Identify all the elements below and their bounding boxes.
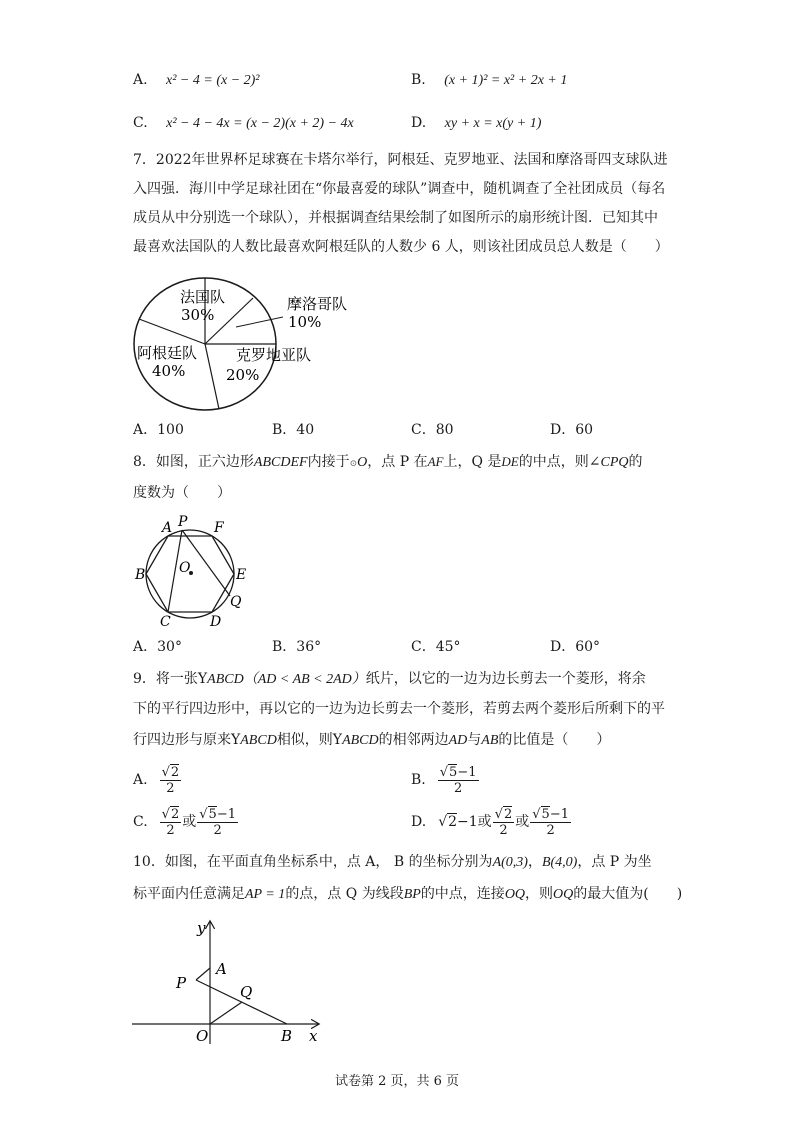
q9-a-fraction: $\frac{√2}{2}$ <box>161 764 180 796</box>
q8-arc-de: DE <box>501 454 519 469</box>
q7-line-1: 7．2022年世界杯足球赛在卡塔尔举行，阿根廷、克罗地亚、法国和摩洛哥四支球队进 <box>133 152 668 168</box>
q9-b-radicand: 5 <box>449 764 458 780</box>
q10-coord-a: A(0,3) <box>492 855 528 870</box>
q8-suffix: 的 <box>628 454 643 470</box>
q7-option-d-label: D． <box>550 422 576 438</box>
q8-stem-line-1: 8．如图，正六边形ABCDEF内接于⊙O，点 P 在AF上，Q 是DE的中点，则∠CPQ的 <box>133 454 643 470</box>
pie-pct-argentina: 40% <box>152 362 186 380</box>
q9-line1-b: 纸片，以它的一边为边长剪去一个菱形，将余 <box>365 671 646 687</box>
label-q: Q <box>240 983 253 1001</box>
label-q: Q <box>230 594 242 610</box>
q8-midpoint: 的中点，则∠ <box>518 454 601 470</box>
q8-circle: O <box>357 455 368 470</box>
q9-line3-b: 相似，则Y <box>276 732 343 748</box>
q9-d-or-2: 或 <box>515 814 530 830</box>
q10-line2-c: 的中点，连接 <box>420 886 505 902</box>
q6-option-a <box>133 70 260 91</box>
q7-option-b-value: 40 <box>296 422 315 438</box>
label-p: P <box>178 514 188 530</box>
segment-oq <box>210 1002 242 1024</box>
q7-option-d-value: 60 <box>575 422 594 438</box>
q6-option-c-label: C. <box>133 115 148 131</box>
q7-option-a <box>133 420 184 440</box>
q9-option-d-label: D. <box>411 814 427 830</box>
pie-pct-croatia: 20% <box>226 366 260 384</box>
q10-stem-line-2 <box>133 884 682 905</box>
q6-option-c-expr: x² − 4 − 4x = (x − 2)(x + 2) − 4x <box>166 116 354 131</box>
q9-line1-a: 9．将一张Y <box>133 671 208 687</box>
q8-point-p: ，点 P 在 <box>367 454 428 470</box>
q10-oq: OQ <box>504 887 526 902</box>
q9-b-denominator: 2 <box>453 780 463 796</box>
pie-divider-bottom <box>205 344 219 409</box>
q8-option-d <box>550 637 600 657</box>
q9-condition: （AD < AB < 2AD） <box>243 672 366 687</box>
page-footer: 试卷第 2 页，共 6 页 <box>334 1074 460 1089</box>
q9-c-radicand-2: 5 <box>208 806 217 822</box>
q6-option-d-expr: xy + x = x(y + 1) <box>444 116 542 131</box>
label-b: B <box>281 1027 293 1045</box>
q7-line-2: 入四强．海川中学足球社团在“你最喜爱的球队”调查中，随机调查了全社团成员（每名 <box>133 181 666 197</box>
q10-coord-b: B(4,0) <box>541 855 578 870</box>
q6-option-b-label: B. <box>411 72 426 88</box>
q8-inscribed: 内接于 <box>307 454 350 470</box>
q9-d-denominator-2: 2 <box>546 822 555 838</box>
q6-option-d-label: D. <box>411 115 427 131</box>
q9-d-minus-2: −1 <box>549 806 569 822</box>
q8-option-a-label: A． <box>133 639 158 655</box>
q9-stem-line-3 <box>133 730 610 751</box>
pie-pct-morocco: 10% <box>288 313 322 331</box>
pie-label-france: 法国队 <box>180 288 226 306</box>
q9-b-minus: −1 <box>457 764 477 780</box>
q9-d-minus: −1 <box>457 814 478 830</box>
q9-line3-a: 行四边形与原来Y <box>133 732 241 748</box>
q9-c-denominator-1: 2 <box>166 822 175 838</box>
q9-and: 与 <box>467 732 482 748</box>
q10-oq-2: OQ <box>553 887 574 902</box>
pie-leader-line <box>236 317 283 327</box>
q10-line1-b: ，点 P 为坐 <box>577 854 652 870</box>
q9-d-root-term: √2−1 <box>438 814 478 830</box>
q6-option-a-label: A. <box>133 72 148 88</box>
q9-c-denominator-2: 2 <box>213 822 222 838</box>
pie-pct-france: 30% <box>181 306 215 324</box>
q7-option-c-value: 80 <box>435 422 454 438</box>
q9-c-minus: −1 <box>216 806 236 822</box>
q7-stem <box>133 146 673 262</box>
q10-line2-a: 标平面内任意满足 <box>133 886 245 902</box>
q8-angle: CPQ <box>600 455 629 470</box>
q9-a-radicand: 2 <box>170 764 180 780</box>
q6-option-b <box>411 70 567 91</box>
q7-option-a-label: A． <box>133 422 158 438</box>
q9-c-fraction-1: $\frac{√2}{2}$ <box>161 806 180 838</box>
q9-d-denominator-1: 2 <box>499 822 508 838</box>
label-a: A <box>162 520 173 536</box>
q6-option-d <box>411 113 541 134</box>
q7-option-b-label: B． <box>272 422 297 438</box>
q8-prefix: 8．如图，正六边形 <box>133 454 254 470</box>
label-o: O <box>179 560 191 576</box>
q9-d-or-1: 或 <box>477 814 492 830</box>
q9-line3-c: 的相邻两边 <box>378 732 449 748</box>
q7-option-d <box>550 420 593 440</box>
q9-d-radicand-3: 5 <box>541 806 550 822</box>
q10-line2-d: ，则 <box>525 886 554 902</box>
q9-ab: AB <box>481 733 499 748</box>
q8-hexagon: ABCDEF <box>253 455 308 470</box>
q8-option-c-label: C． <box>411 639 436 655</box>
pie-label-morocco: 摩洛哥队 <box>287 295 348 313</box>
q9-option-b <box>411 761 480 799</box>
q8-option-a <box>133 637 182 657</box>
q9-d-radicand-2: 2 <box>503 806 513 822</box>
q9-abcd: ABCD <box>207 672 244 687</box>
q7-option-c <box>411 420 454 440</box>
q7-pie-chart <box>128 270 378 416</box>
q8-hexagon-figure <box>130 512 260 630</box>
label-d: D <box>210 614 222 630</box>
q7-line-3: 成员从中分别选一个球队），并根据调查结果绘制了如图所示的扇形统计图．已知其中 <box>133 210 658 226</box>
q9-d-radicand: 2 <box>448 814 458 830</box>
q6-option-a-expr: x² − 4 = (x − 2)² <box>166 73 260 88</box>
q6-option-c <box>133 113 354 134</box>
q8-option-b-label: B． <box>272 639 297 655</box>
q8-option-d-value: 60° <box>575 639 601 655</box>
q8-option-c-value: 45° <box>435 639 461 655</box>
q7-option-b <box>272 420 314 440</box>
q8-stem-line-2: 度数为（ ） <box>133 485 231 501</box>
q10-line2-b: 的点，点 Q 为线段 <box>285 886 404 902</box>
q10-comma: ， <box>527 854 542 870</box>
q10-line1-a: 10．如图，在平面直角坐标系中，点 A， B 的坐标分别为 <box>133 854 493 870</box>
q9-stem-line-1 <box>133 669 646 690</box>
q9-ad: AD <box>448 733 468 748</box>
q9-option-a <box>133 761 182 799</box>
q9-option-a-label: A. <box>133 772 148 788</box>
pie-label-croatia: 克罗地亚队 <box>236 346 312 364</box>
q6-option-b-expr: (x + 1)² = x² + 2x + 1 <box>444 73 568 88</box>
label-y: y <box>197 919 206 937</box>
label-c: C <box>160 614 171 630</box>
q9-d-fraction-2: $\frac{√5-1}{2}$ <box>532 806 569 838</box>
q9-abcd-2: ABCD <box>240 733 277 748</box>
label-f: F <box>214 520 224 536</box>
q9-stem-line-2: 下的平行四边形中，再以它的一边为边长剪去一个菱形，若剪去两个菱形后所剩下的平 <box>133 701 665 717</box>
pie-label-argentina: 阿根廷队 <box>137 344 198 362</box>
label-p: P <box>176 974 187 992</box>
q9-c-or: 或 <box>182 814 197 830</box>
q8-on: 上， <box>443 454 472 470</box>
q8-option-b <box>272 637 321 657</box>
q8-option-a-value: 30° <box>157 639 182 655</box>
q9-c-fraction-2: $\frac{√5-1}{2}$ <box>199 806 236 838</box>
segment-pa <box>196 968 210 980</box>
q9-option-b-label: B. <box>411 772 426 788</box>
q7-option-a-value: 100 <box>157 422 184 438</box>
q9-abcd-3: ABCD <box>342 733 379 748</box>
q9-option-c <box>133 803 239 841</box>
q9-line3-d: 的比值是（ ） <box>498 732 611 748</box>
q8-q-is: Q 是 <box>471 454 502 470</box>
label-o: O <box>196 1027 209 1045</box>
q9-option-d <box>411 803 572 841</box>
q10-line2-e: 的最大值为( ) <box>573 886 683 902</box>
q9-option-c-label: C. <box>133 814 148 830</box>
q9-c-radicand-1: 2 <box>170 806 180 822</box>
q10-ap: AP = 1 <box>245 887 286 902</box>
label-x: x <box>309 1027 318 1045</box>
label-e: E <box>236 567 247 583</box>
q8-arc-af: AF <box>427 454 444 469</box>
q7-line-4: 最喜欢法国队的人数比最喜欢阿根廷队的人数少 6 人，则该社团成员总人数是（ ） <box>133 239 669 255</box>
q10-bp: BP <box>403 887 421 902</box>
q7-option-c-label: C． <box>411 422 436 438</box>
q8-option-b-value: 36° <box>296 639 322 655</box>
q9-d-fraction-1: $\frac{√2}{2}$ <box>494 806 513 838</box>
q9-a-denominator: 2 <box>166 780 175 796</box>
q8-option-c <box>411 637 461 657</box>
label-b: B <box>135 567 146 583</box>
q10-stem-line-1 <box>133 852 652 873</box>
q8-option-d-label: D． <box>550 639 576 655</box>
q9-b-fraction: $\frac{√5-1}{2}$ <box>439 764 477 796</box>
q10-coordinate-figure <box>128 915 328 1047</box>
label-a: A <box>216 960 227 978</box>
